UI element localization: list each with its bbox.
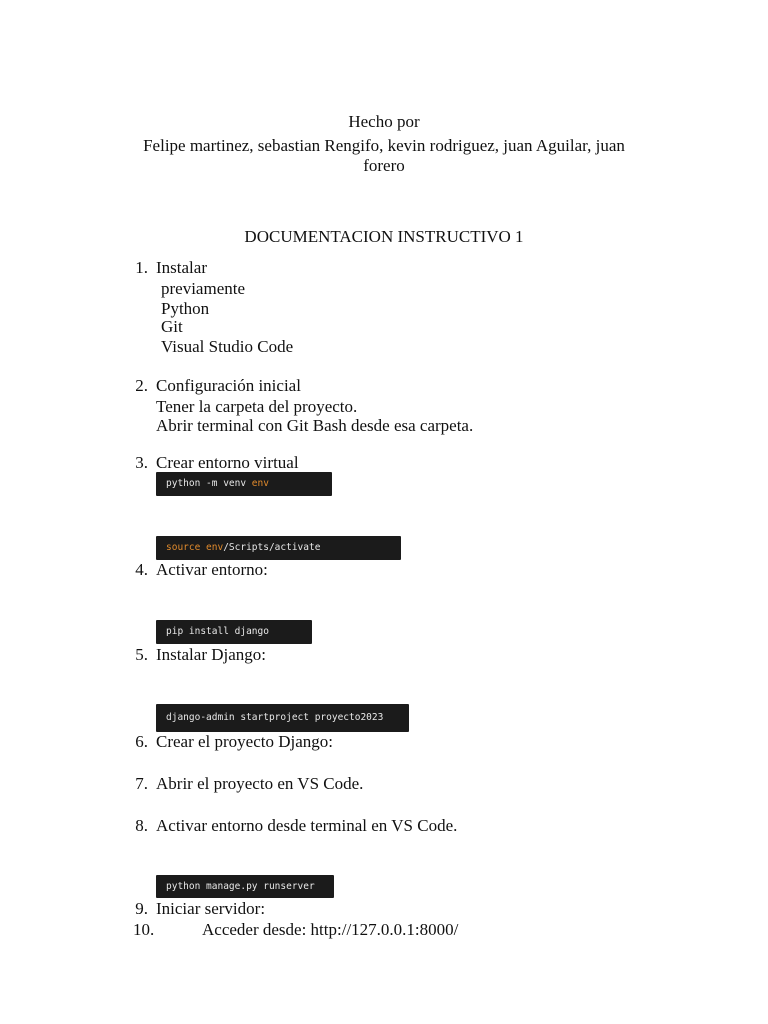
code-text: python -m venv	[166, 478, 252, 489]
step-number: 3.	[135, 453, 148, 472]
step-title: Activar entorno desde terminal en VS Code.	[156, 816, 458, 835]
step-number: 9.	[135, 899, 148, 918]
step-number: 4.	[135, 560, 148, 579]
step-title: Instalar	[156, 258, 207, 277]
step-title: Iniciar servidor:	[156, 899, 266, 918]
step-number: 1.	[135, 258, 148, 277]
author-names-continued: forero	[363, 156, 405, 175]
code-highlight: env	[251, 478, 269, 489]
step-title: Acceder desde: http://127.0.0.1:8000/	[202, 920, 459, 939]
author-label: Hecho por	[348, 112, 420, 131]
step-title: Crear entorno virtual	[156, 453, 299, 472]
code-text: django-admin startproject proyecto2023	[166, 712, 384, 723]
step-title: Abrir el proyecto en VS Code.	[156, 774, 364, 793]
step-title: Instalar Django:	[156, 645, 266, 664]
code-text: pip install django	[166, 626, 269, 637]
step-subitem: Visual Studio Code	[161, 337, 294, 356]
code-highlight: source env	[166, 542, 224, 553]
step-subitem: Tener la carpeta del proyecto.	[156, 397, 358, 416]
step-number: 6.	[135, 732, 148, 751]
code-block-pip[interactable]	[156, 620, 312, 644]
code-text: python manage.py runserver	[166, 881, 315, 892]
step-subitem: Abrir terminal con Git Bash desde esa carpeta.	[156, 416, 474, 435]
document-title: DOCUMENTACION INSTRUCTIVO 1	[244, 227, 524, 246]
step-subitem: Python	[161, 299, 210, 318]
step-number: 10.	[133, 920, 155, 939]
code-text: /Scripts/activate	[223, 542, 321, 553]
step-number: 5.	[135, 645, 148, 664]
step-title: Crear el proyecto Django:	[156, 732, 334, 751]
code-block-venv[interactable]	[156, 472, 332, 496]
author-names: Felipe martinez, sebastian Rengifo, kevin rodriguez, juan Aguilar, juan	[143, 136, 625, 155]
code-block-activate[interactable]	[156, 536, 401, 560]
step-subitem: previamente	[161, 279, 246, 298]
step-title: Configuración inicial	[156, 376, 301, 395]
step-number: 7.	[135, 774, 148, 793]
step-title: Activar entorno:	[156, 560, 268, 579]
step-number: 2.	[135, 376, 148, 395]
step-subitem: Git	[161, 317, 183, 336]
step-number: 8.	[135, 816, 148, 835]
code-block-startproject[interactable]	[156, 704, 409, 732]
code-block-runserver[interactable]	[156, 875, 334, 898]
